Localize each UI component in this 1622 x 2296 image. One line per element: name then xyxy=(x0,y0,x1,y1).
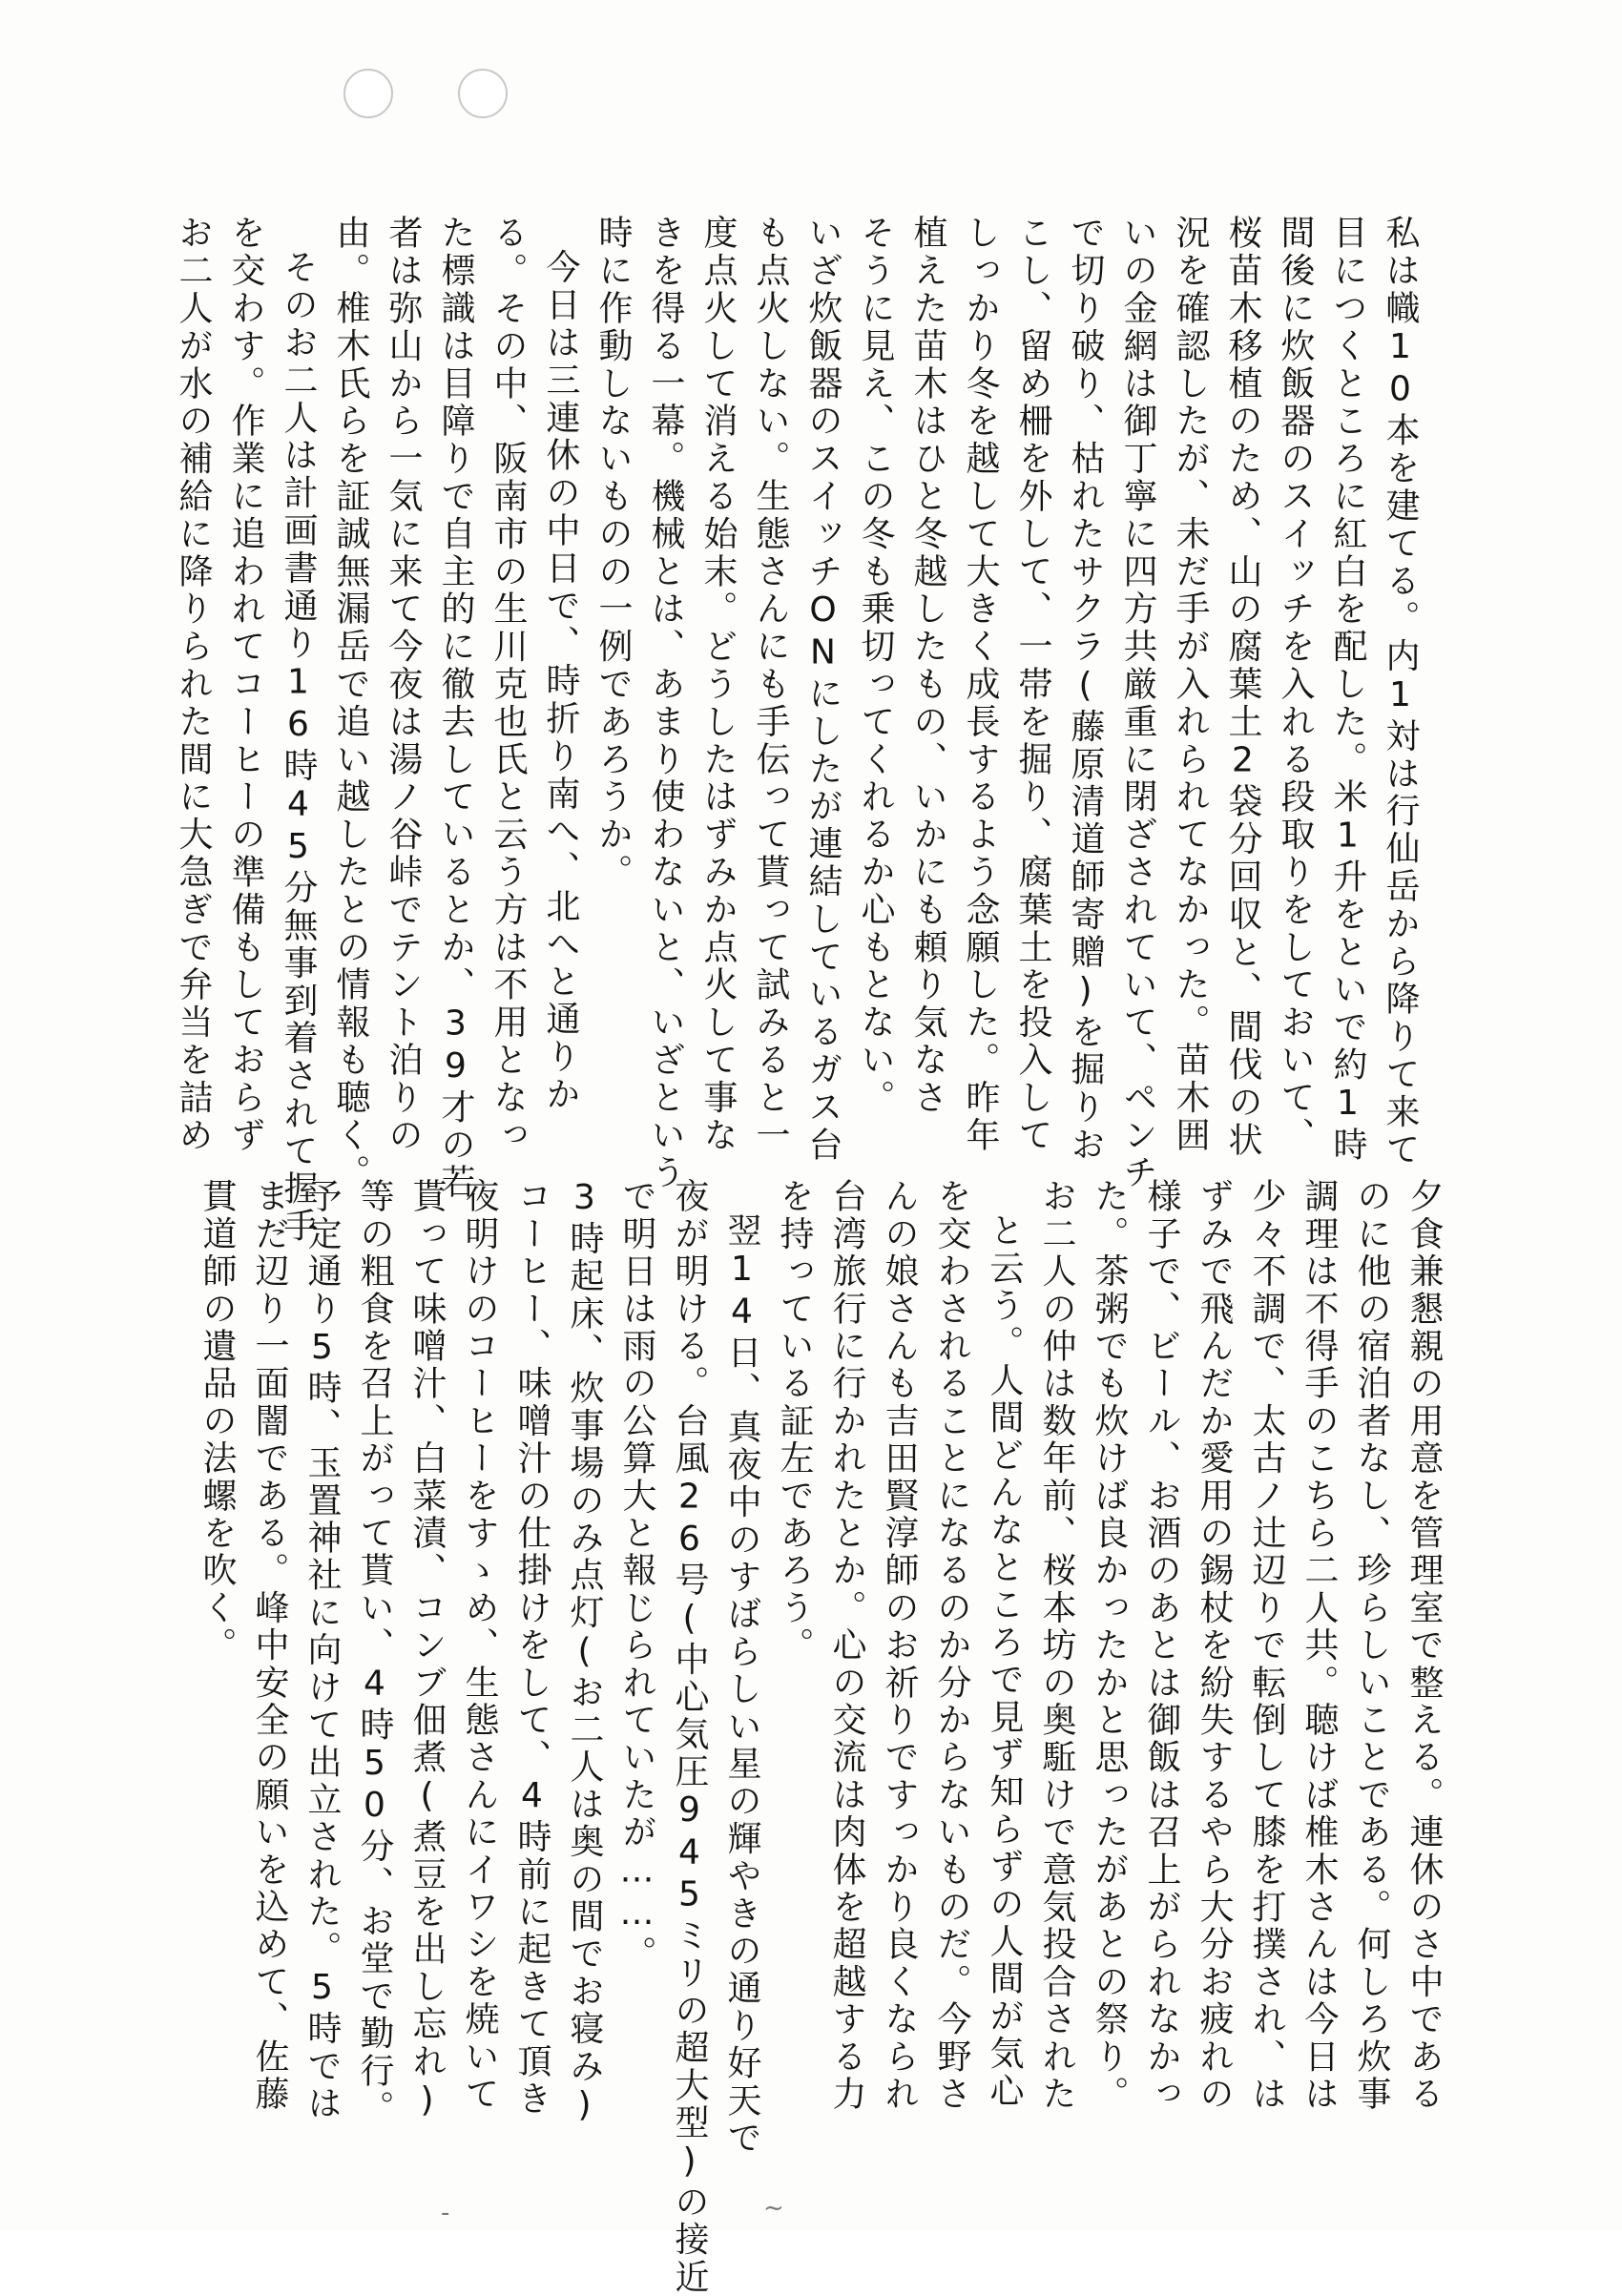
text-column: 間後に炊飯器のスイッチを入れる段取りをしておいて、 xyxy=(1276,215,1315,1154)
text-column: 予定通り5時、玉置神社に向けて出立された。5時では xyxy=(302,1178,342,2122)
text-column: で切り破り、枯れたサクラ(藤原清道師寄贈)を掘りお xyxy=(1066,215,1105,1164)
text-column: た標識は目障りで自主的に徹去しているとか、39才の若 xyxy=(436,215,475,1202)
text-column: で明日は雨の公算大と報じられていたが……。 xyxy=(617,1178,656,1974)
text-column: そうに見え、この冬も乗切ってくれるか心もとない。 xyxy=(856,215,895,1117)
text-column: 夜明けのコーヒーをすゝめ、生態さんにイワシを焼いて xyxy=(460,1178,499,2113)
text-column: 由。椎木氏らを証誠無漏岳で追い越したとの情報も聴く。 xyxy=(331,215,370,1192)
text-column: 私は幟10本を建てる。内1対は行仙岳から降りて来て xyxy=(1381,215,1420,1169)
text-column: た。茶粥でも炊けば良かったかと思ったがあとの祭り。 xyxy=(1090,1178,1129,2113)
text-column: のに他の宿泊者なし、珍らしいことである。何しろ炊事 xyxy=(1352,1178,1391,2113)
text-column: 夜が明ける。台風26号(中心気圧945ミリの超大型)の接近 xyxy=(670,1178,709,2296)
text-column: 桜苗木移植のため、山の腐葉土2袋分回収と、間伐の状 xyxy=(1223,215,1262,1159)
text-column: きを得る一幕。機械とは、あまり使わないと、いざという xyxy=(646,215,685,1192)
text-column: ずみで飛んだか愛用の錫杖を紛失するやら大分お疲れの xyxy=(1195,1178,1234,2113)
text-column: 貰って味噌汁、白菜漬、コンブ佃煮(煮豆を出し忘れ) xyxy=(407,1178,447,2122)
text-column: 植えた苗木はひと冬越したもの、いかにも頼り気なさ xyxy=(908,215,947,1117)
text-column: いの金網は御丁寧に四方共厳重に閉ざされていて、ペンチ xyxy=(1118,215,1157,1192)
binder-hole-left xyxy=(343,69,393,118)
text-column: しっかり冬を越して大きく成長するよう念願した。昨年 xyxy=(961,215,1000,1154)
text-column: を持っている証左であろう。 xyxy=(775,1178,814,1665)
binder-hole-right xyxy=(458,69,508,118)
text-column: コーヒー、味噌汁の仕掛けをして、4時前に起きて頂き xyxy=(512,1178,551,2118)
text-column: 夕食兼懇親の用意を管理室で整える。連休のさ中である xyxy=(1404,1178,1444,2113)
text-column: と云う。人間どんなところで見ず知らずの人間が気心 xyxy=(985,1212,1024,2110)
text-column: 度点火して消える始末。どうしたはずみか点火して事な xyxy=(698,215,738,1154)
text-column: 者は弥山から一気に来て今夜は湯ノ谷峠でテント泊りの xyxy=(384,215,423,1154)
text-column: 台湾旅行に行かれたとか。心の交流は肉体を超越する力 xyxy=(827,1178,866,2113)
text-column: 目につくところに紅白を配した。米1升をといで約1時 xyxy=(1328,215,1367,1164)
stray-pen-mark: - xyxy=(441,2199,450,2227)
text-column: 今日は三連休の中日で、時折り南へ、北へと通りか xyxy=(541,249,580,1114)
text-column: 時に作動しないものの一例であろうか。 xyxy=(593,215,633,892)
text-column: 翌14日、真夜中のすばらしい星の輝やきの通り好天で xyxy=(722,1212,761,2157)
text-column: も点火しない。生態さんにも手伝って貰って試みると一 xyxy=(751,215,790,1154)
handwritten-text-bottom xyxy=(191,1178,1450,2296)
text-column: 少々不調で、太古ノ辻辺りで転倒して膝を打撲され、は xyxy=(1247,1178,1286,2114)
text-column: お二人の仲は数年前、桜本坊の奥駈けで意気投合された xyxy=(1037,1178,1076,2113)
text-column: 調理は不得手のこちら二人共。聴けば椎木さんは今日は xyxy=(1300,1178,1339,2113)
text-column: 3時起床、炊事場のみ点灯(お二人は奥の間でお寝み) xyxy=(565,1178,604,2128)
text-column: こし、留め柵を外して、一帯を掘り、腐葉土を投入して xyxy=(1013,215,1052,1154)
text-column: る。その中、阪南市の生川克也氏と云う方は不用となっ xyxy=(489,215,528,1154)
handwritten-text-top xyxy=(167,215,1426,1246)
text-column: そのお二人は計画書通り16時45分無事到着されて握手 xyxy=(279,249,318,1246)
text-column: 貫道師の遺品の法螺を吹く。 xyxy=(198,1178,237,1665)
text-column: を交わす。作業に追われてコーヒーの準備もしておらず xyxy=(226,215,265,1154)
text-column: まだ辺り一面闇である。峰中安全の願いを込めて、佐藤 xyxy=(250,1178,289,2113)
text-column: いざ炊飯器のスイッチONにしたが連結しているガス台 xyxy=(803,215,842,1164)
text-column: お二人が水の補給に降りられた間に大急ぎで弁当を詰め xyxy=(174,215,213,1154)
text-column: を交わされることになるのか分からないものだ。今野さ xyxy=(932,1178,971,2113)
text-column: 況を確認したが、未だ手が入れられてなかった。苗木囲 xyxy=(1171,215,1210,1154)
text-column: んの娘さんも吉田賢淳師のお祈りですっかり良くなられ xyxy=(880,1178,919,2113)
stray-pen-mark: ~ xyxy=(763,2194,784,2223)
text-column: 様子で、ビール、お酒のあとは御飯は召上がられなかっ xyxy=(1142,1178,1181,2113)
text-column: 等の粗食を召上がって貰い、4時50分、お堂で勤行。 xyxy=(355,1178,394,2127)
